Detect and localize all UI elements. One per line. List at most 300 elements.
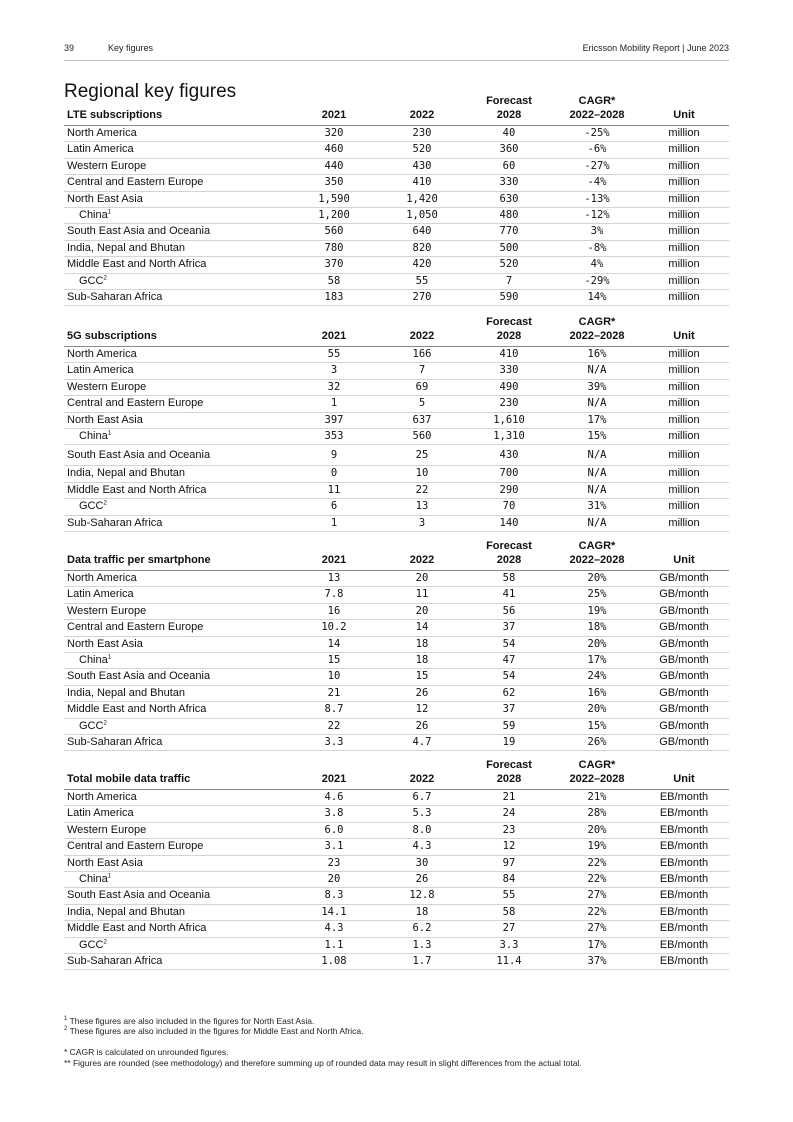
- footnote-marker: 2: [103, 274, 107, 281]
- col-2022: 2022: [409, 330, 435, 342]
- table-row: [64, 719, 729, 735]
- cell-v2021: 560: [324, 225, 344, 238]
- region-name: [67, 176, 203, 188]
- region-name: [67, 621, 203, 633]
- col-forecast-label: Forecast: [486, 95, 532, 107]
- region-name: [67, 687, 185, 699]
- region-label: North America: [67, 348, 137, 360]
- region-label: Middle East and North Africa: [67, 258, 207, 271]
- col-forecast-label: Forecast: [486, 759, 532, 771]
- cell-v2021: 13: [327, 572, 341, 584]
- cell-unit: GB/month: [659, 572, 709, 584]
- cell-v2022: 420: [412, 258, 432, 271]
- region-label: Central and Eastern Europe: [67, 176, 204, 189]
- col-unit: Unit: [673, 330, 695, 342]
- cell-v2028: 1,310: [493, 429, 525, 442]
- cell-cagr: 22%: [587, 905, 607, 918]
- cell-v2021: 183: [324, 290, 344, 303]
- cell-v2028: 500: [499, 241, 519, 254]
- region-label: India, Nepal and Bhutan: [67, 686, 186, 699]
- cell-unit: GB/month: [659, 686, 709, 699]
- cell-v2022: 12: [415, 703, 429, 716]
- cell-unit: GB/month: [659, 604, 709, 617]
- region-label: North East Asia: [67, 637, 143, 650]
- footnote-rounding: ** Figures are rounded (see methodology) and therefore summing up of rounded data may result in slight differences from the actual total.: [64, 1058, 582, 1068]
- region-label: GCC: [79, 274, 104, 287]
- region-label: Middle East and North Africa: [67, 483, 207, 496]
- cell-unit: million: [668, 258, 700, 271]
- region-label: North America: [67, 127, 137, 139]
- footnote-marker: 2: [103, 719, 107, 726]
- table-row: [64, 142, 729, 158]
- table-row: [64, 872, 729, 888]
- region-label: Central and Eastern Europe: [67, 397, 204, 410]
- table-row: [64, 499, 729, 515]
- cell-v2028: 7: [505, 274, 513, 287]
- page-number: 39: [64, 43, 75, 53]
- cell-cagr: 19%: [587, 840, 607, 853]
- region-name: [67, 291, 162, 303]
- table-row: [64, 856, 729, 872]
- region-label: Latin America: [67, 143, 134, 156]
- cell-v2022: 13: [415, 500, 429, 513]
- col-2021: 2021: [321, 109, 347, 121]
- cell-unit: EB/month: [659, 807, 709, 820]
- cell-v2021: 8.7: [324, 703, 344, 716]
- cell-cagr: 39%: [587, 380, 607, 393]
- cell-v2022: 14: [415, 621, 429, 634]
- region-name: [67, 449, 210, 461]
- region-name: [67, 605, 146, 617]
- cell-unit: EB/month: [659, 905, 709, 918]
- cell-v2021: 16: [327, 604, 341, 617]
- region-label: China: [79, 429, 108, 442]
- cell-cagr: -4%: [587, 176, 607, 189]
- cell-unit: million: [668, 127, 700, 139]
- cell-v2022: 230: [412, 127, 432, 139]
- cell-v2022: 410: [412, 176, 432, 189]
- region-label: Western Europe: [67, 380, 147, 393]
- region-label: South East Asia and Oceania: [67, 670, 211, 683]
- cell-cagr: 18%: [587, 621, 607, 634]
- table-row: [64, 380, 729, 396]
- cell-v2028: 3.3: [499, 938, 519, 951]
- col-forecast-label: Forecast: [486, 316, 532, 328]
- cell-v2021: 22: [327, 719, 341, 732]
- cell-v2022: 6.2: [412, 922, 432, 935]
- page-header: [64, 40, 729, 61]
- cell-v2022: 18: [415, 653, 429, 666]
- footnote-2: [64, 1026, 363, 1036]
- region-name: [79, 720, 107, 732]
- cell-unit: GB/month: [659, 703, 709, 716]
- table-title: 5G subscriptions: [67, 330, 157, 342]
- cell-unit: EB/month: [659, 791, 709, 803]
- cell-unit: GB/month: [659, 621, 709, 634]
- cell-v2022: 6.7: [412, 791, 432, 803]
- cell-v2022: 270: [412, 290, 432, 303]
- cell-v2028: 47: [502, 653, 516, 666]
- table-row: [64, 290, 729, 306]
- cell-unit: million: [668, 274, 700, 287]
- cell-v2021: 10: [327, 670, 341, 683]
- cell-unit: million: [668, 364, 700, 377]
- cell-v2021: 320: [324, 127, 344, 139]
- table-row: [64, 208, 729, 224]
- cell-v2028: 54: [502, 637, 516, 650]
- cell-v2021: 1: [330, 397, 338, 410]
- region-label: India, Nepal and Bhutan: [67, 905, 186, 918]
- cell-v2028: 140: [499, 516, 519, 529]
- cell-v2021: 1,590: [318, 192, 350, 205]
- cell-v2022: 5: [418, 397, 426, 410]
- footnote-1-text: These figures are also included in the figures for North East Asia.: [69, 1016, 315, 1026]
- cell-unit: EB/month: [659, 823, 709, 836]
- cell-cagr: 26%: [587, 735, 607, 748]
- table-row: [64, 396, 729, 412]
- cell-unit: million: [668, 176, 700, 189]
- cell-cagr: 27%: [587, 922, 607, 935]
- table-row: [64, 175, 729, 191]
- region-label: North East Asia: [67, 413, 143, 426]
- region-name: [67, 381, 146, 393]
- cell-v2022: 640: [412, 225, 432, 238]
- region-label: Sub-Saharan Africa: [67, 290, 163, 303]
- table-row: [64, 587, 729, 603]
- cell-cagr: 15%: [587, 429, 607, 442]
- footnote-2-text: These figures are also included in the figures for Middle East and North Africa.: [69, 1026, 364, 1036]
- cell-v2022: 4.7: [412, 735, 432, 748]
- region-name: [67, 143, 134, 155]
- cell-v2021: 10.2: [321, 621, 347, 634]
- table-title: LTE subscriptions: [67, 109, 163, 121]
- cell-cagr: 15%: [587, 719, 607, 732]
- cell-v2028: 480: [499, 208, 519, 221]
- cell-v2028: 58: [502, 572, 516, 584]
- region-label: Sub-Saharan Africa: [67, 735, 163, 748]
- region-label: Central and Eastern Europe: [67, 840, 204, 853]
- cell-v2021: 7.8: [324, 588, 344, 601]
- cell-v2021: 1.1: [324, 938, 344, 951]
- region-name: [79, 209, 111, 221]
- table-header: [64, 537, 729, 571]
- region-name: [67, 638, 143, 650]
- cell-v2022: 26: [415, 719, 429, 732]
- cell-cagr: 24%: [587, 670, 607, 683]
- region-name: [67, 258, 206, 270]
- region-label: Western Europe: [67, 604, 147, 617]
- table-row: [64, 347, 729, 363]
- cell-v2028: 12: [502, 840, 516, 853]
- region-name: [67, 955, 162, 967]
- col-cagr-label: CAGR*: [578, 540, 616, 552]
- region-label: South East Asia and Oceania: [67, 889, 211, 902]
- cell-cagr: 17%: [587, 653, 607, 666]
- region-label: Latin America: [67, 364, 134, 377]
- cell-v2028: 330: [499, 176, 519, 189]
- table-row: [64, 839, 729, 855]
- cell-v2028: 97: [502, 856, 516, 869]
- footnote-marker: 1: [107, 209, 112, 216]
- col-2022: 2022: [409, 109, 435, 121]
- cell-unit: million: [668, 225, 700, 238]
- cell-v2021: 14: [327, 637, 341, 650]
- table-1: [64, 313, 729, 532]
- cell-v2022: 430: [412, 159, 432, 172]
- cell-unit: EB/month: [659, 889, 709, 902]
- table-row: [64, 429, 729, 445]
- cell-v2022: 5.3: [412, 807, 432, 820]
- cell-v2021: 3.1: [324, 840, 344, 853]
- cell-v2028: 630: [499, 192, 519, 205]
- footnote-marker: 2: [103, 938, 107, 945]
- region-label: GCC: [79, 719, 104, 732]
- cell-v2021: 350: [324, 176, 344, 189]
- cell-unit: million: [668, 397, 700, 410]
- cell-v2021: 15: [327, 653, 341, 666]
- cell-v2021: 0: [330, 467, 338, 480]
- table-row: [64, 483, 729, 499]
- region-label: China: [79, 872, 108, 885]
- table-0: [64, 92, 729, 306]
- cell-v2021: 55: [327, 348, 341, 360]
- table-row: [64, 159, 729, 175]
- cell-unit: million: [668, 208, 700, 221]
- cell-cagr: -25%: [584, 127, 610, 139]
- cell-cagr: 4%: [590, 258, 604, 271]
- col-cagr-period: 2022–2028: [569, 554, 625, 566]
- cell-cagr: N/A: [587, 449, 607, 462]
- table-row: [64, 363, 729, 379]
- region-name: [67, 242, 185, 254]
- cell-v2021: 440: [324, 159, 344, 172]
- table-row: [64, 938, 729, 954]
- report-name: Ericsson Mobility Report | June 2023: [582, 43, 729, 53]
- region-label: North East Asia: [67, 192, 143, 205]
- cell-v2021: 370: [324, 258, 344, 271]
- cell-cagr: N/A: [587, 467, 607, 480]
- table-row: [64, 224, 729, 240]
- table-title: Total mobile data traffic: [67, 773, 191, 785]
- cell-v2021: 6: [330, 500, 338, 513]
- table-row: [64, 669, 729, 685]
- table-row: [64, 806, 729, 822]
- cell-cagr: 17%: [587, 413, 607, 426]
- section-name: Key figures: [108, 43, 154, 53]
- footnote-1-marker: 1: [64, 1016, 68, 1023]
- table-header: [64, 756, 729, 790]
- table-row: [64, 653, 729, 669]
- region-name: [67, 857, 143, 869]
- cell-cagr: 19%: [587, 604, 607, 617]
- region-label: Central and Eastern Europe: [67, 621, 204, 634]
- col-2021: 2021: [321, 554, 347, 566]
- cell-unit: EB/month: [659, 856, 709, 869]
- cell-v2028: 360: [499, 143, 519, 156]
- cell-cagr: -29%: [584, 274, 610, 287]
- cell-v2028: 230: [499, 397, 519, 410]
- region-name: [67, 225, 210, 237]
- cell-cagr: N/A: [587, 516, 607, 529]
- cell-v2021: 3.8: [324, 807, 344, 820]
- cell-v2028: 37: [502, 703, 516, 716]
- region-name: [67, 807, 134, 819]
- region-name: [67, 364, 134, 376]
- region-label: China: [79, 208, 108, 221]
- cell-v2022: 637: [412, 413, 432, 426]
- col-unit: Unit: [673, 554, 695, 566]
- table-row: [64, 954, 729, 970]
- cell-v2021: 4.6: [324, 791, 344, 803]
- cell-v2021: 3: [330, 364, 338, 377]
- footnote-2-marker: 2: [64, 1026, 68, 1033]
- cell-unit: EB/month: [659, 840, 709, 853]
- cell-cagr: 20%: [587, 823, 607, 836]
- cell-cagr: N/A: [587, 364, 607, 377]
- cell-v2022: 10: [415, 467, 429, 480]
- col-2022: 2022: [409, 773, 435, 785]
- region-name: [67, 572, 137, 584]
- table-row: [64, 735, 729, 751]
- cell-cagr: 16%: [587, 348, 607, 360]
- cell-v2021: 460: [324, 143, 344, 156]
- cell-v2021: 11: [327, 483, 341, 496]
- cell-cagr: N/A: [587, 397, 607, 410]
- footnote-marker: 2: [103, 500, 107, 507]
- cell-v2021: 1,200: [318, 208, 350, 221]
- cell-v2022: 26: [415, 686, 429, 699]
- cell-v2028: 410: [499, 348, 519, 360]
- cell-v2028: 84: [502, 872, 516, 885]
- region-label: GCC: [79, 938, 104, 951]
- cell-cagr: 25%: [587, 588, 607, 601]
- cell-v2028: 56: [502, 604, 516, 617]
- cell-v2021: 21: [327, 686, 341, 699]
- cell-unit: million: [668, 380, 700, 393]
- cell-unit: million: [668, 413, 700, 426]
- col-cagr-label: CAGR*: [578, 316, 616, 328]
- region-label: North America: [67, 572, 137, 584]
- region-name: [67, 160, 146, 172]
- footnote-marker: 1: [107, 873, 112, 880]
- cell-unit: million: [668, 348, 700, 360]
- region-name: [67, 467, 185, 479]
- region-name: [67, 703, 206, 715]
- cell-unit: GB/month: [659, 588, 709, 601]
- cell-unit: EB/month: [659, 922, 709, 935]
- region-label: Latin America: [67, 588, 134, 601]
- footnote-marker: 1: [107, 654, 112, 661]
- col-2021: 2021: [321, 330, 347, 342]
- region-label: South East Asia and Oceania: [67, 449, 211, 462]
- cell-v2022: 20: [415, 604, 429, 617]
- cell-v2022: 820: [412, 241, 432, 254]
- region-label: China: [79, 653, 108, 666]
- col-cagr-period: 2022–2028: [569, 773, 625, 785]
- region-name: [79, 654, 111, 666]
- region-name: [67, 922, 206, 934]
- region-name: [67, 840, 203, 852]
- cell-v2022: 25: [415, 449, 429, 462]
- table-row: [64, 637, 729, 653]
- region-label: India, Nepal and Bhutan: [67, 467, 186, 480]
- cell-v2021: 9: [330, 449, 338, 462]
- footnote-marker: 1: [107, 430, 112, 437]
- table-row: [64, 702, 729, 718]
- cell-unit: EB/month: [659, 872, 709, 885]
- cell-v2022: 4.3: [412, 840, 432, 853]
- cell-cagr: 20%: [587, 637, 607, 650]
- table-row: [64, 274, 729, 290]
- region-name: [67, 889, 210, 901]
- region-name: [67, 736, 162, 748]
- table-3: [64, 756, 729, 970]
- region-label: India, Nepal and Bhutan: [67, 241, 186, 254]
- cell-cagr: 17%: [587, 938, 607, 951]
- region-name: [67, 397, 203, 409]
- cell-v2028: 58: [502, 905, 516, 918]
- cell-v2021: 6.0: [324, 823, 344, 836]
- table-row: [64, 921, 729, 937]
- cell-cagr: 3%: [590, 225, 604, 238]
- region-name: [79, 275, 107, 287]
- cell-v2028: 770: [499, 225, 519, 238]
- cell-unit: million: [668, 192, 700, 205]
- cell-v2028: 62: [502, 686, 516, 699]
- table-row: [64, 257, 729, 273]
- table-row: [64, 466, 729, 482]
- region-label: Latin America: [67, 807, 134, 820]
- col-forecast-label: Forecast: [486, 540, 532, 552]
- cell-v2028: 54: [502, 670, 516, 683]
- col-cagr-label: CAGR*: [578, 95, 616, 107]
- cell-v2022: 3: [418, 516, 426, 529]
- cell-v2028: 590: [499, 290, 519, 303]
- table-header: [64, 313, 729, 347]
- table-row: [64, 790, 729, 806]
- cell-v2028: 490: [499, 380, 519, 393]
- table-row: [64, 905, 729, 921]
- region-name: [79, 430, 111, 442]
- cell-v2028: 1,610: [493, 413, 525, 426]
- table-row: [64, 888, 729, 904]
- col-cagr-period: 2022–2028: [569, 330, 625, 342]
- table-row: [64, 571, 729, 587]
- cell-cagr: 28%: [587, 807, 607, 820]
- footnote-1: [64, 1016, 314, 1026]
- cell-v2021: 353: [324, 429, 344, 442]
- cell-cagr: 20%: [587, 703, 607, 716]
- region-name: [67, 517, 162, 529]
- cell-v2022: 69: [415, 380, 429, 393]
- footnote-cagr: * CAGR is calculated on unrounded figures.: [64, 1047, 229, 1057]
- cell-cagr: 22%: [587, 872, 607, 885]
- region-name: [79, 939, 107, 951]
- cell-v2022: 520: [412, 143, 432, 156]
- cell-unit: million: [668, 290, 700, 303]
- page-title: Regional key figures: [64, 81, 237, 102]
- cell-unit: million: [668, 483, 700, 496]
- cell-v2028: 330: [499, 364, 519, 377]
- table-row: [64, 686, 729, 702]
- cell-v2022: 15: [415, 670, 429, 683]
- col-unit: Unit: [673, 109, 695, 121]
- cell-v2028: 520: [499, 258, 519, 271]
- col-unit: Unit: [673, 773, 695, 785]
- table-row: [64, 413, 729, 429]
- cell-v2028: 290: [499, 483, 519, 496]
- cell-unit: EB/month: [659, 954, 709, 967]
